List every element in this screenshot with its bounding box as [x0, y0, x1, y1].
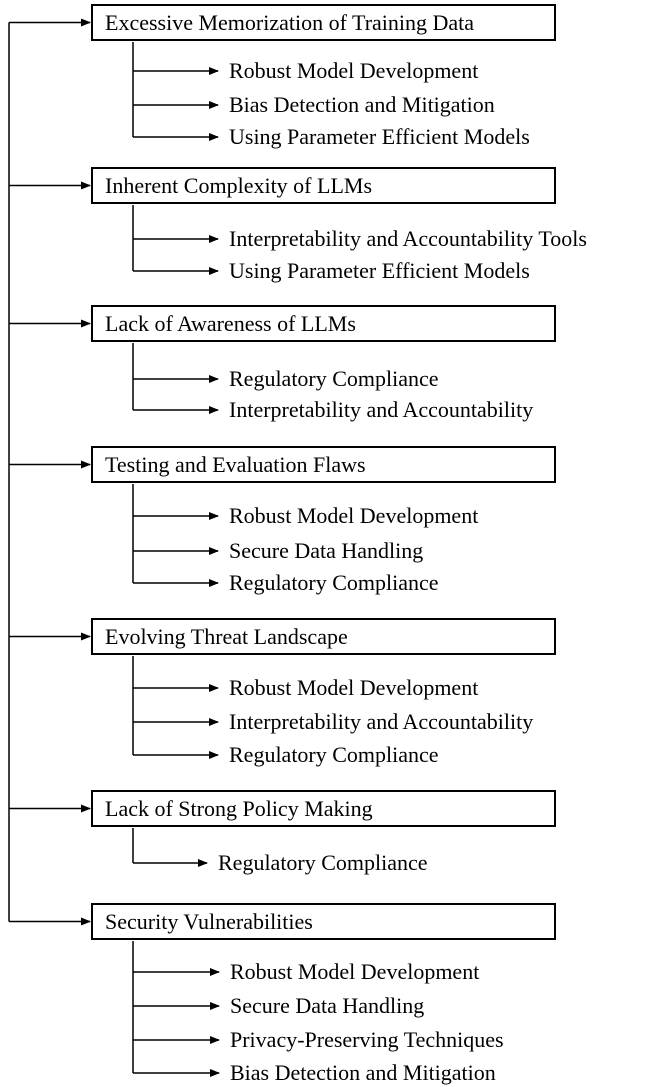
solution-label: Robust Model Development: [230, 959, 480, 984]
solution-label: Interpretability and Accountability: [229, 397, 534, 422]
solution-label: Robust Model Development: [229, 675, 479, 700]
solution-label: Regulatory Compliance: [229, 366, 439, 391]
solution-label: Privacy-Preserving Techniques: [230, 1027, 504, 1052]
challenge-title: Excessive Memorization of Training Data: [105, 10, 475, 35]
solution-label: Regulatory Compliance: [229, 742, 439, 767]
challenge-title: Inherent Complexity of LLMs: [105, 173, 373, 198]
solution-label: Bias Detection and Mitigation: [230, 1060, 496, 1085]
challenge-title: Lack of Strong Policy Making: [105, 796, 373, 821]
solution-label: Regulatory Compliance: [229, 570, 439, 595]
solution-label: Robust Model Development: [229, 58, 479, 83]
solution-label: Bias Detection and Mitigation: [229, 92, 495, 117]
challenge-box: [91, 4, 556, 41]
solution-label: Using Parameter Efficient Models: [229, 124, 530, 149]
solution-label: Secure Data Handling: [229, 538, 424, 563]
challenge-box: [91, 305, 556, 342]
solution-label: Interpretability and Accountability: [229, 709, 534, 734]
solution-label: Robust Model Development: [229, 503, 479, 528]
challenge-title: Security Vulnerabilities: [105, 909, 313, 934]
challenge-box: [91, 903, 556, 940]
solution-label: Interpretability and Accountability Tools: [229, 226, 587, 251]
challenge-box: [91, 618, 556, 655]
challenge-box: [91, 167, 556, 204]
challenge-title: Evolving Threat Landscape: [105, 624, 348, 649]
challenge-box: [91, 446, 556, 483]
solution-label: Using Parameter Efficient Models: [229, 258, 530, 283]
challenge-title: Lack of Awareness of LLMs: [105, 311, 356, 336]
solution-label: Secure Data Handling: [230, 993, 425, 1018]
challenge-box: [91, 790, 556, 827]
solution-label: Regulatory Compliance: [218, 850, 428, 875]
challenge-title: Testing and Evaluation Flaws: [105, 452, 366, 477]
